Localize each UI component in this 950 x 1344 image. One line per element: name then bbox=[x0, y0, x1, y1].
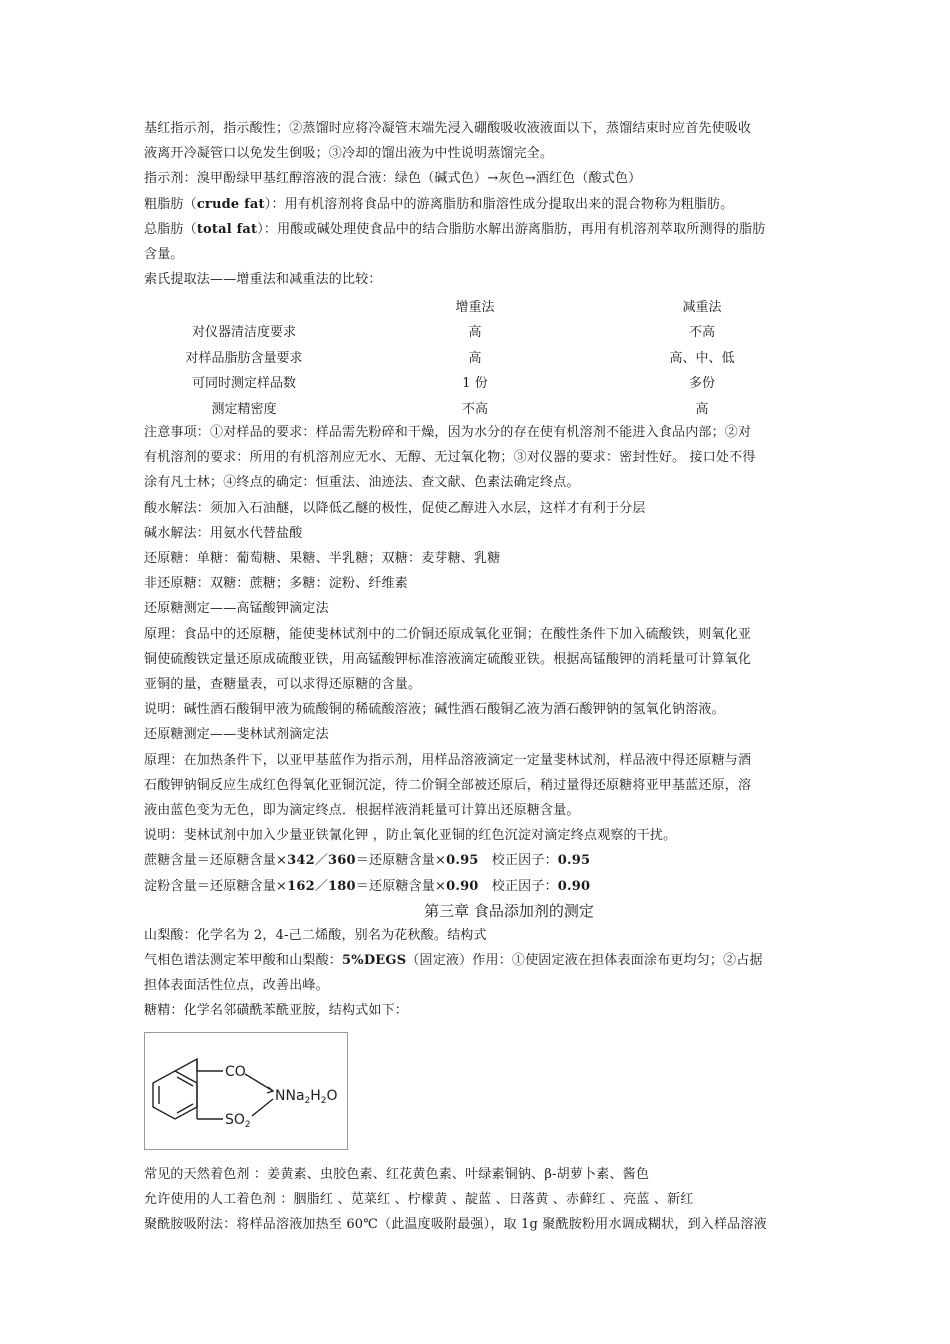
table-cell: 测定精密度 bbox=[211, 401, 277, 417]
text-line: 涂有凡士林；④终点的确定：恒重法、油迹法、查文献、色素法确定终点。 bbox=[144, 475, 580, 491]
text-line: 指示剂：溴甲酚绿甲基红醇溶液的混合液：绿色（碱式色）→灰色→酒红色（酸式色） bbox=[144, 171, 642, 187]
text-line: 聚酰胺吸附法：将样品溶液加热至 60℃（此温度吸附最强），取 1g 聚酰胺粉用水调成糊状，到入样品溶液 bbox=[144, 1217, 767, 1232]
text-line: 碱水解法：用氨水代替盐酸 bbox=[144, 525, 303, 541]
table-header-cell: 减重法 bbox=[682, 299, 722, 315]
text-line: 液由蓝色变为无色，即为滴定终点．根据样液消耗量可计算出还原糖含量。 bbox=[144, 802, 580, 818]
text-line: 原理：在加热条件下，以亚甲基蓝作为指示剂，用样品溶液滴定一定量斐林试剂，样品液中得还原糖与酒 bbox=[144, 752, 752, 768]
text-line: 基红指示剂，指示酸性；②蒸馏时应将冷凝管末端先浸入硼酸吸收液液面以下，蒸馏结束时应首先使吸收 bbox=[144, 121, 752, 136]
table-row bbox=[144, 318, 798, 344]
text-line: 说明：碱性酒石酸铜甲液为硫酸铜的稀硫酸溶液；碱性酒石酸铜乙液为酒石酸钾钠的氢氧化钠溶液。 bbox=[144, 702, 725, 718]
structure-label-nna2h2o: $NNa_2H_2O$ bbox=[275, 1087, 338, 1106]
text-line: 注意事项：①对样品的要求：样品需先粉碎和干燥，因为水分的存在使有机溶剂不能进入食品内部；②对 bbox=[144, 424, 752, 440]
text-line: 糖精：化学名邻磺酰苯酰亚胺，结构式如下： bbox=[144, 1003, 409, 1019]
text-line: 说明：斐林试剂中加入少量亚铁氰化钾 ，防止氧化亚铜的红色沉淀对滴定终点观察的干扰。 bbox=[144, 828, 677, 844]
text-line: 有机溶剂的要求：所用的有机溶剂应无水、无醇、无过氧化物；③对仪器的要求：密封性好。 接口处不得 bbox=[144, 450, 756, 466]
table-header-cell: 增重法 bbox=[455, 299, 495, 315]
sucrose-formula: 蔗糖含量＝还原糖含量×342／360＝还原糖含量×0.95 校正因子：0.95 bbox=[144, 853, 591, 869]
text-line: 原理：食品中的还原糖，能使斐林试剂中的二价铜还原成氧化亚铜；在酸性条件下加入硫酸铁，则氧化亚 bbox=[144, 626, 752, 642]
table-cell: 不高 bbox=[461, 401, 488, 417]
text-line: 山梨酸：化学名为 2，4-己二烯酸，别名为花秋酸。结构式 bbox=[144, 927, 487, 943]
table-row bbox=[144, 394, 798, 420]
table-cell: 高 bbox=[468, 325, 482, 341]
text-line: 还原糖测定——斐林试剂滴定法 bbox=[144, 727, 329, 743]
table-header-row bbox=[144, 292, 798, 318]
table-cell: 高 bbox=[695, 401, 709, 417]
table-cell: 不高 bbox=[688, 325, 715, 341]
crude-fat-definition: 粗脂肪（crude fat）：用有机溶剂将食品中的游离脂肪和脂溶性成分提取出来的混合物称为粗脂肪。 bbox=[144, 196, 734, 212]
table-cell: 1 份 bbox=[462, 376, 488, 392]
text-line: 还原糖：单糖：葡萄糖、果糖、半乳糖；双糖：麦芽糖、乳糖 bbox=[144, 550, 501, 566]
table-cell: 对样品脂肪含量要求 bbox=[185, 350, 303, 366]
structure-label-so2: $SO_2$ bbox=[225, 1111, 251, 1130]
table-row bbox=[144, 369, 798, 395]
table-cell: 高、中、低 bbox=[669, 350, 735, 366]
table-cell: 高 bbox=[468, 350, 482, 366]
total-fat-definition: 总脂肪（total fat）：用酸或碱处理使食品中的结合脂肪水解出游离脂肪，再用有机溶剂萃取所测得的脂肪 bbox=[144, 221, 766, 237]
text-line: 铜使硫酸铁定量还原成硫酸亚铁，用高锰酸钾标准溶液滴定硫酸亚铁。根据高锰酸钾的消耗量可计算氧化 bbox=[144, 651, 752, 667]
comparison-table bbox=[144, 292, 798, 420]
text-line: 亚铜的量，查糖量表，可以求得还原糖的含量。 bbox=[144, 676, 422, 692]
text-line: 非还原糖：双糖：蔗糖；多糖：淀粉、纤维素 bbox=[144, 576, 409, 592]
table-cell: 多份 bbox=[688, 376, 715, 392]
gc-method-line: 气相色谱法测定苯甲酸和山梨酸：5%DEGS（固定液）作用：①使固定液在担体表面涂布更均匀；②占据 bbox=[144, 952, 763, 968]
starch-formula: 淀粉含量＝还原糖含量×162／180＝还原糖含量×0.90 校正因子：0.90 bbox=[144, 878, 591, 894]
saccharin-structure-diagram bbox=[145, 1033, 347, 1149]
chapter-title: 第三章 食品添加剂的测定 bbox=[424, 901, 594, 920]
structure-label-co: CO bbox=[225, 1063, 246, 1080]
text-line: 酸水解法：须加入石油醚，以降低乙醚的极性，促使乙醇进入水层，这样才有利于分层 bbox=[144, 500, 646, 516]
text-line: 常见的天然着色剂 ：姜黄素、虫胶色素、红花黄色素、叶绿素铜钠、β-胡萝卜素、酱色 bbox=[144, 1166, 650, 1182]
table-intro: 索氏提取法——增重法和减重法的比较： bbox=[144, 272, 382, 288]
text-line: 石酸钾钠铜反应生成红色得氧化亚铜沉淀，待二价铜全部被还原后，稍过量得还原糖将亚甲基蓝还原，溶 bbox=[144, 777, 752, 793]
document-page bbox=[144, 116, 809, 1237]
text-line: 还原糖测定——高锰酸钾滴定法 bbox=[144, 601, 329, 617]
text-line: 允许使用的人工着色剂 ：胭脂红 、苋菜红 、柠檬黄 、靛蓝 、日落黄 、赤藓红 、亮蓝 、新红 bbox=[144, 1191, 694, 1207]
table-cell: 可同时测定样品数 bbox=[191, 376, 296, 392]
table-row bbox=[144, 343, 798, 369]
text-line: 担体表面活性位点，改善出峰。 bbox=[144, 978, 329, 994]
table-cell: 对仪器清洁度要求 bbox=[191, 325, 296, 341]
table-header-cell bbox=[144, 292, 344, 318]
text-line: 液离开冷凝管口以免发生倒吸；③冷却的馏出液为中性说明蒸馏完全。 bbox=[144, 146, 554, 162]
saccharin-structure-figure bbox=[144, 1032, 348, 1150]
text-line: 含量。 bbox=[144, 247, 184, 263]
